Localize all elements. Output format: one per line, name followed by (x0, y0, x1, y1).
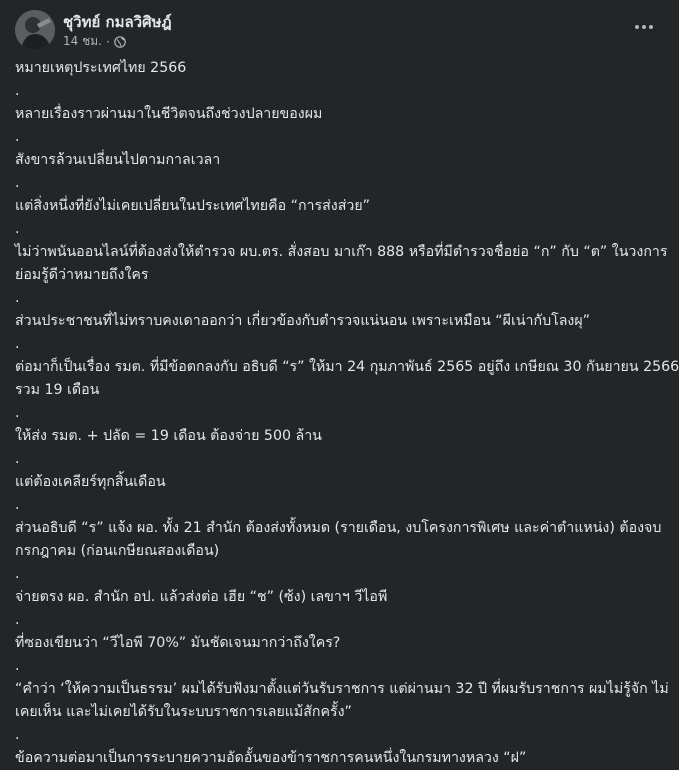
globe-icon (114, 36, 126, 48)
post-line: สังขารล้วนเปลี่ยนไปตามกาลเวลา (15, 152, 221, 168)
post-timestamp[interactable]: 14 ชม. (63, 34, 102, 48)
separator-dot: . (15, 221, 20, 237)
author-avatar[interactable] (15, 10, 55, 50)
post-header (0, 0, 679, 56)
post-line: ให้ส่ง รมต. + ปลัด = 19 เดือน ต้องจ่าย 500 ล้าน (15, 428, 322, 444)
post-line: เคยเห็น และไม่เคยได้รับในระบบราชการเลยแม้สักครั้ง” (15, 704, 352, 720)
post-line: ที่ซองเขียนว่า “วีไอพี 70%” มันชัดเจนมากว่าถึงใคร? (15, 635, 341, 651)
post-line: ส่วนอธิบดี “ร” แจ้ง ผอ. ทั้ง 21 สำนัก ต้องส่งทั้งหมด (รายเดือน, งบโครงการพิเศษ และค่าตำแหน่ง) ต้องจบ (15, 520, 662, 536)
separator-dot: . (15, 727, 20, 743)
post-line: รวม 19 เดือน (15, 382, 100, 398)
post-line: จ่ายตรง ผอ. สำนัก อป. แล้วส่งต่อ เฮีย “ช” (ซ้ง) เลขาฯ วีไอพี (15, 589, 388, 605)
separator-dot: . (15, 175, 20, 191)
post-line: กรกฎาคม (ก่อนเกษียณสองเดือน) (15, 543, 220, 559)
post-line: ย่อมรู้ดีว่าหมายถึงใคร (15, 267, 149, 283)
author-name[interactable]: ชุวิทย์ กมลวิศิษฎ์ (63, 13, 172, 31)
separator-dot: . (15, 451, 20, 467)
avatar-image (15, 10, 55, 50)
separator-dot: . (15, 290, 20, 306)
meta-separator: · (105, 34, 110, 49)
post-line: แต่ต้องเคลียร์ทุกสิ้นเดือน (15, 474, 166, 490)
post-line: ไม่ว่าพนันออนไลน์ที่ต้องส่งให้ตำรวจ ผบ.ตร. สั่งสอบ มาเก๊า 888 หรือที่มีตำรวจชื่อย่อ “ก” กับ “ต” ในวงการ (15, 244, 668, 260)
post-line: หมายเหตุประเทศไทย 2566 (15, 60, 187, 76)
separator-dot: . (15, 83, 20, 99)
post-line: หลายเรื่องราวผ่านมาในชีวิตจนถึงช่วงปลายของผม (15, 106, 323, 122)
separator-dot: . (15, 658, 20, 674)
post-meta (63, 32, 126, 51)
separator-dot: . (15, 129, 20, 145)
post-line: ต่อมาก็เป็นเรื่อง รมต. ที่มีข้อตกลงกับ อธิบดี “ร” ให้มา 24 กุมภาพันธ์ 2565 อยู่ถึง เกษียณ 30 กันยายน 2566 (15, 359, 679, 375)
post-line: แต่สิ่งหนึ่งที่ยังไม่เคยเปลี่ยนในประเทศไทยคือ “การส่งส่วย” (15, 198, 371, 214)
separator-dot: . (15, 612, 20, 628)
post-line: ส่วนประชาชนที่ไม่ทราบคงเดาออกว่า เกี่ยวข้องกับตำรวจแน่นอน เพราะเหมือน “ผีเน่ากับโลงผุ” (15, 313, 590, 329)
post-body (15, 57, 679, 770)
more-options-button[interactable] (626, 12, 662, 42)
separator-dot: . (15, 336, 20, 352)
ellipsis-icon (634, 24, 654, 30)
separator-dot: . (15, 566, 20, 582)
separator-dot: . (15, 497, 20, 513)
post-line: “คำว่า ‘ให้ความเป็นธรรม’ ผมได้รับฟังมาตั้งแต่วันรับราชการ แต่ผ่านมา 32 ปี ที่ผมรับราชการ ผมไม่รู้จัก ไม่ (15, 681, 669, 697)
separator-dot: . (15, 405, 20, 421)
post-line: ข้อความต่อมาเป็นการระบายความอัดอั้นของข้าราชการคนหนึ่งในกรมทางหลวง “ฝ” (15, 750, 527, 766)
